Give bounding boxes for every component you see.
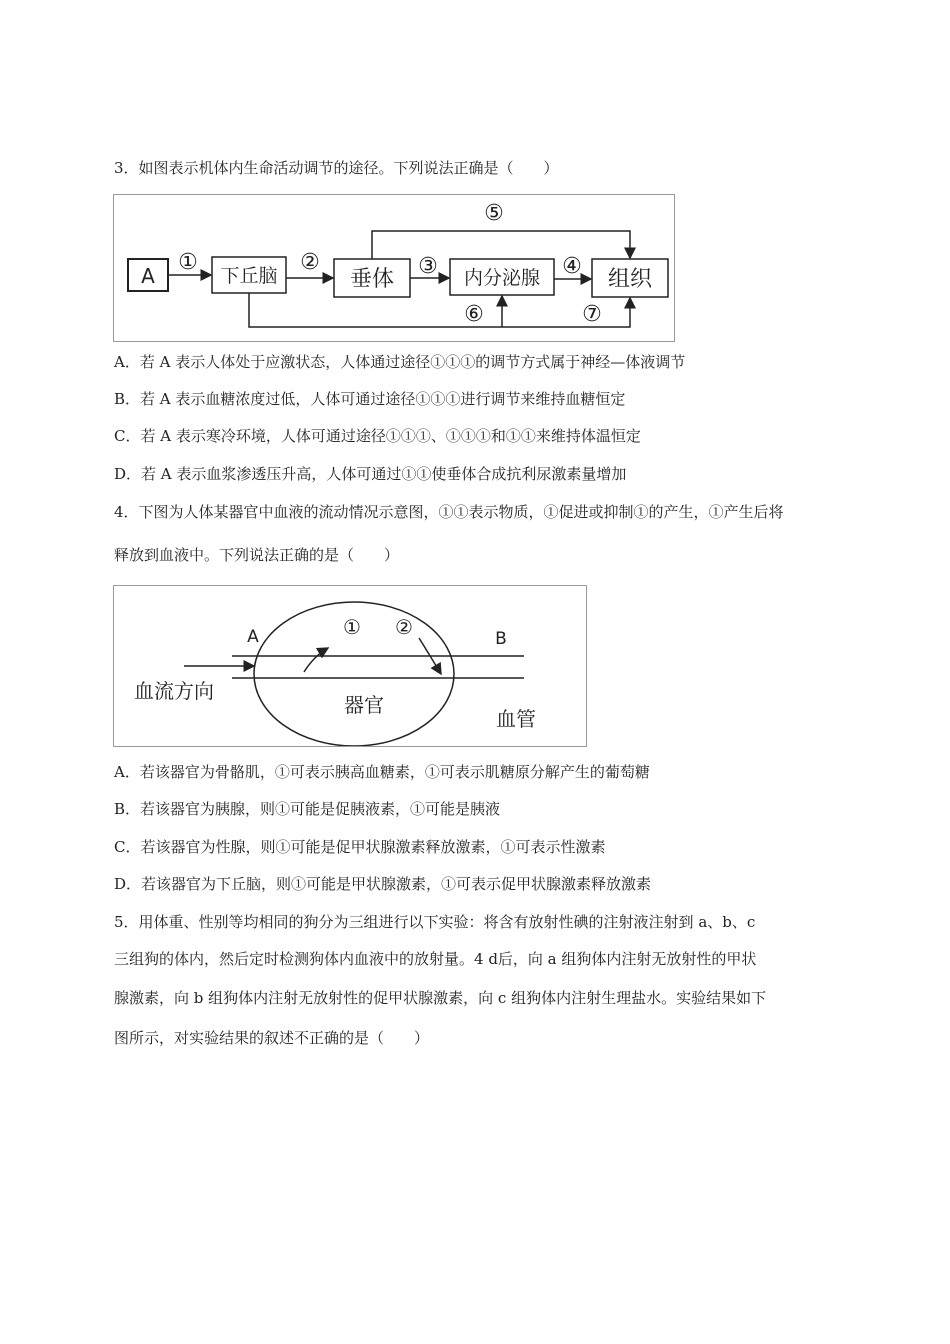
- q5-line-4: 图所示，对实验结果的叙述不正确的是（ ）: [114, 1029, 430, 1047]
- label-vessel: 血管: [496, 707, 536, 731]
- label-organ: 器官: [344, 693, 384, 717]
- q4-option-a: A．若该器官为骨骼肌，①可表示胰高血糖素，①可表示肌糖原分解产生的葡萄糖: [114, 763, 650, 781]
- q3-diagram-svg: [114, 195, 674, 341]
- label-substance-1: ①: [343, 615, 361, 639]
- q4-option-c: C．若该器官为性腺，则①可能是促甲状腺激素释放激素，①可表示性激素: [114, 838, 606, 856]
- label-flow-direction: 血流方向: [134, 679, 214, 703]
- q5-line-1: 5．用体重、性别等均相同的狗分为三组进行以下实验：将含有放射性碘的注射液注射到 a、b、c: [114, 913, 756, 931]
- label-p7: ⑦: [582, 302, 602, 327]
- q3-option-a: A．若 A 表示人体处于应激状态，人体通过途径①①①的调节方式属于神经—体液调节: [114, 353, 686, 371]
- label-p3: ③: [418, 254, 438, 279]
- q5-line-2: 三组狗的体内，然后定时检测狗体内血液中的放射量。4 d后，向 a 组狗体内注射无放射性的甲状: [114, 950, 757, 968]
- node-pituitary-label: 垂体: [349, 267, 395, 292]
- arrow-p5: [372, 231, 630, 259]
- q3-option-c: C．若 A 表示寒冷环境，人体可通过途径①①①、①①①和①①来维持体温恒定: [114, 427, 641, 445]
- q3-stem: 3．如图表示机体内生命活动调节的途径。下列说法正确是（ ）: [114, 159, 559, 177]
- label-p6: ⑥: [464, 302, 484, 327]
- label-substance-2: ②: [395, 615, 413, 639]
- q3-option-b: B．若 A 表示血糖浓度过低，人体可通过途径①①①进行调节来维持血糖恒定: [114, 390, 626, 408]
- q3-option-d: D．若 A 表示血浆渗透压升高，人体可通过①①使垂体合成抗利尿激素量增加: [114, 465, 627, 483]
- arrow-substance-1: [304, 648, 328, 672]
- arrow-p7: [249, 293, 630, 327]
- node-hypothalamus-label: 下丘脑: [220, 265, 278, 287]
- q4-diagram: [113, 585, 587, 747]
- q4-option-b: B．若该器官为胰腺，则①可能是促胰液素，①可能是胰液: [114, 800, 501, 818]
- node-a-label: A: [141, 264, 155, 288]
- q3-diagram: [113, 194, 675, 342]
- label-p5: ⑤: [484, 201, 504, 226]
- node-gland-label: 内分泌腺: [463, 267, 541, 289]
- label-b: B: [495, 629, 507, 649]
- node-tissue-label: 组织: [607, 267, 653, 292]
- label-p2: ②: [300, 250, 320, 275]
- label-p1: ①: [178, 250, 198, 275]
- q4-option-d: D．若该器官为下丘脑，则①可能是甲状腺激素，①可表示促甲状腺激素释放激素: [114, 875, 652, 893]
- label-p4: ④: [562, 254, 582, 279]
- q4-stem-line1: 4．下图为人体某器官中血液的流动情况示意图，①①表示物质，①促进或抑制①的产生，①产生后将: [114, 503, 784, 521]
- q4-stem-line2: 释放到血液中。下列说法正确的是（ ）: [114, 546, 400, 564]
- q4-diagram-svg: [114, 586, 586, 746]
- label-a: A: [247, 627, 259, 647]
- q5-line-3: 腺激素，向 b 组狗体内注射无放射性的促甲状腺激素，向 c 组狗体内注射生理盐水。实验结果如下: [114, 989, 767, 1007]
